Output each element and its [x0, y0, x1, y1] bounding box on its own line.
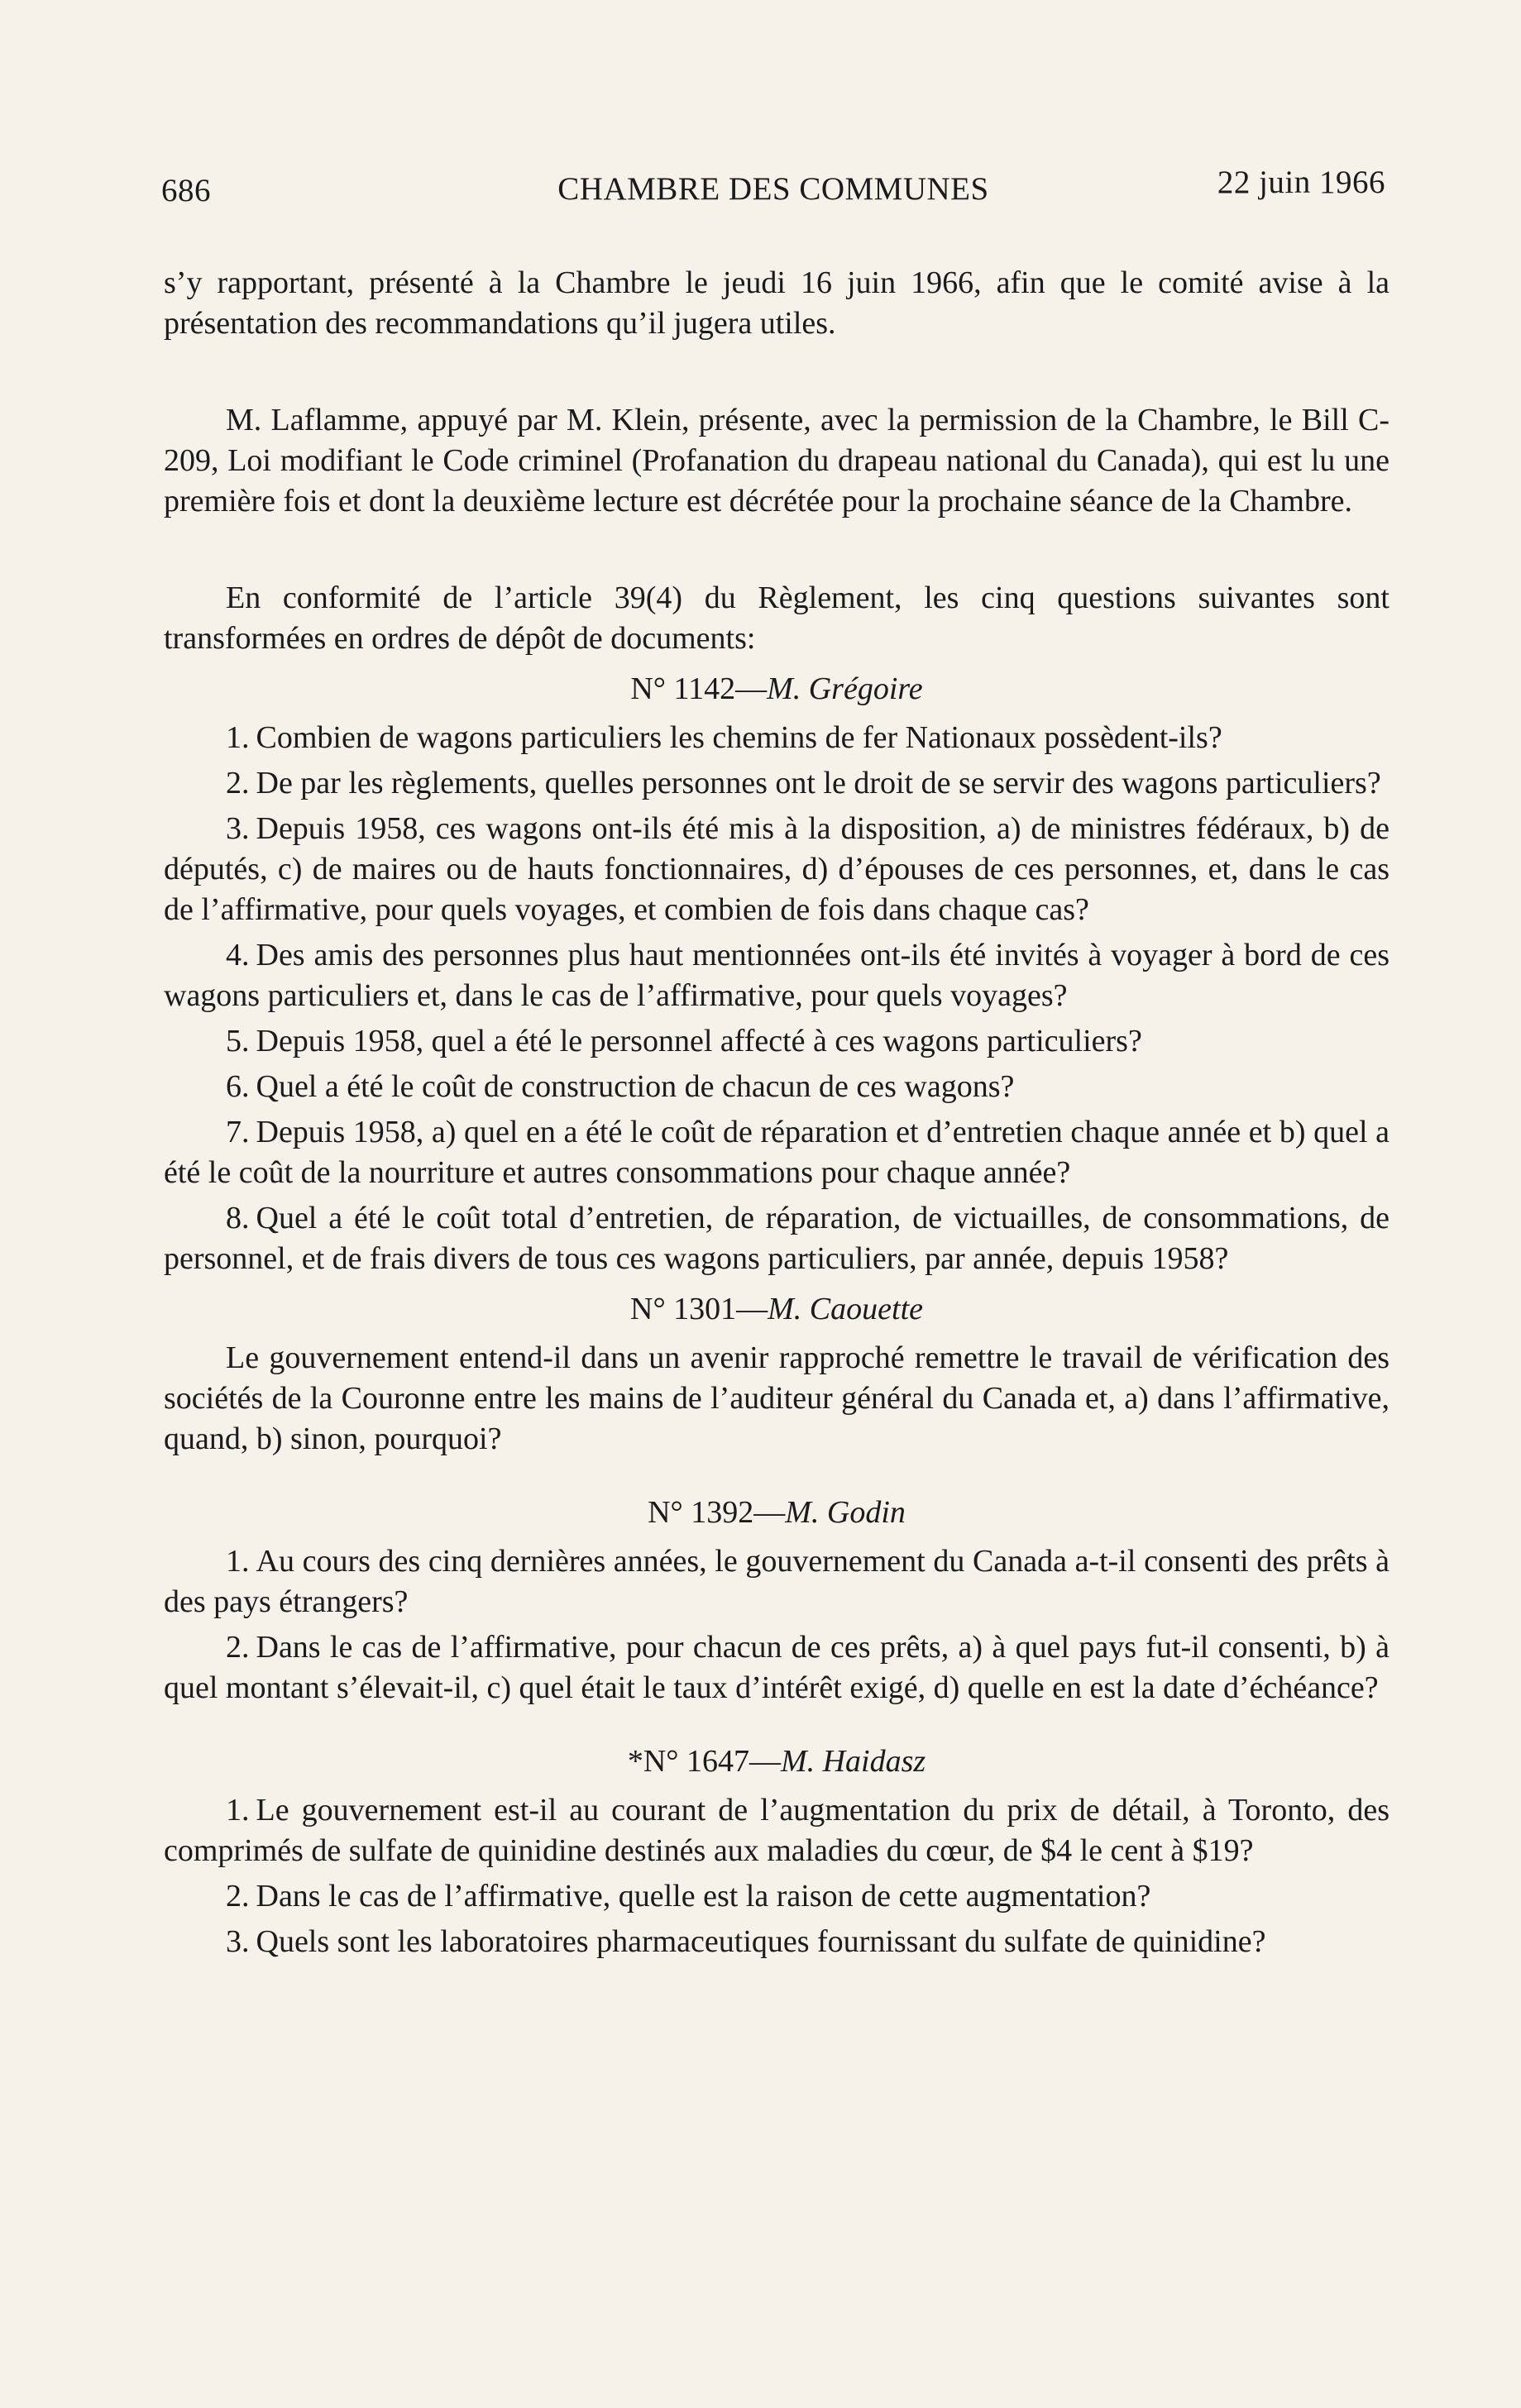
- item-text: Dans le cas de l’affirmative, quelle est la raison de cette augmentation?: [256, 1879, 1151, 1913]
- question-member: M. Godin: [785, 1495, 906, 1530]
- item-number: 5.: [226, 1024, 250, 1058]
- item-number: 1.: [226, 1793, 250, 1828]
- item-text: Depuis 1958, ces wagons ont-ils été mis à la disposition, a) de ministres fédéraux, b) de députés, c) de maires ou de hauts fonctionnaires, d) d’épouses de ces personnes, et, dans le cas de l’affirmative, pour quels voyages, et combien de fois dans chaque cas?: [164, 811, 1389, 927]
- question-text: Le gouvernement entend-il dans un avenir rapproché remettre le travail de vérification des sociétés de la Couronne entre les mains de l’auditeur général du Canada et, a) dans l’affirmative, quand, b) sinon, pourquoi?: [164, 1340, 1389, 1456]
- paragraph-questions-intro: En conformité de l’article 39(4) du Règlement, les cinq questions suivantes sont transformées en ordres de dépôt de documents:: [164, 580, 1389, 656]
- item-text: Quel a été le coût de construction de chacun de ces wagons?: [256, 1069, 1015, 1104]
- item-text: Le gouvernement est-il au courant de l’augmentation du prix de détail, à Toronto, des comprimés de sulfate de quinidine destinés aux maladies du cœur, de $4 le cent à $19?: [164, 1793, 1389, 1868]
- question-member: M. Caouette: [768, 1292, 923, 1326]
- item-number: 4.: [226, 938, 250, 972]
- item-text: Quels sont les laboratoires pharmaceutiques fournissant du sulfate de quinidine?: [256, 1924, 1266, 1959]
- item-text: Combien de wagons particuliers les chemins de fer Nationaux possèdent-ils?: [256, 720, 1222, 755]
- page-header: [161, 164, 1385, 213]
- question-item: [164, 1112, 1389, 1193]
- question-item: [164, 1541, 1389, 1622]
- question-item: [164, 1627, 1389, 1708]
- running-title: CHAMBRE DES COMMUNES: [557, 171, 989, 207]
- question-item: [164, 1790, 1389, 1871]
- question-item: [164, 935, 1389, 1016]
- question-item: [164, 1067, 1389, 1107]
- item-text: Des amis des personnes plus haut mentionnées ont-ils été invités à voyager à bord de ces wagons particuliers et, dans le cas de l’affirmative, pour quels voyages?: [164, 938, 1389, 1013]
- question-item: [164, 718, 1389, 758]
- question-heading-1142: [164, 669, 1389, 710]
- question-item: [164, 809, 1389, 930]
- question-heading-1301: [164, 1289, 1389, 1330]
- item-number: 3.: [226, 811, 250, 846]
- paragraph-continuation: s’y rapportant, présenté à la Chambre le jeudi 16 juin 1966, afin que le comité avise à la présentation des recommandations qu’il jugera utiles.: [164, 265, 1389, 341]
- question-number: N° 1392—: [648, 1495, 786, 1530]
- question-item: [164, 1922, 1389, 1962]
- item-text: Depuis 1958, a) quel en a été le coût de réparation et d’entretien chaque année et b) quel a été le coût de la nourriture et autres consommations pour chaque année?: [164, 1115, 1389, 1190]
- item-number: 6.: [226, 1069, 250, 1104]
- question-item: [164, 1876, 1389, 1917]
- page-body: [164, 263, 1389, 1962]
- item-text: Quel a été le coût total d’entretien, de réparation, de victuailles, de consommations, de personnel, et de frais divers de tous ces wagons particuliers, par année, depuis 1958?: [164, 1201, 1389, 1276]
- question-member: M. Haidasz: [780, 1744, 926, 1779]
- item-text: Dans le cas de l’affirmative, pour chacun de ces prêts, a) à quel pays fut-il consenti, b) à quel montant s’élevait-il, c) quel était le taux d’intérêt exigé, d) quelle en est la date d’échéance?: [164, 1630, 1389, 1705]
- item-text: De par les règlements, quelles personnes ont le droit de se servir des wagons particuliers?: [256, 766, 1381, 800]
- paragraph-bill-c209: M. Laflamme, appuyé par M. Klein, présente, avec la permission de la Chambre, le Bill C-209, Loi modifiant le Code criminel (Profanation du drapeau national du Canada), qui est lu une première fois et dont la deuxième lecture est décrétée pour la prochaine séance de la Chambre.: [164, 403, 1389, 518]
- question-item: [164, 763, 1389, 804]
- question-heading-1392: [164, 1493, 1389, 1533]
- question-number: *N° 1647—: [627, 1744, 781, 1779]
- page-number: 686: [161, 173, 211, 208]
- item-text: Au cours des cinq dernières années, le gouvernement du Canada a-t-il consenti des prêts à des pays étrangers?: [164, 1544, 1389, 1619]
- item-number: 7.: [226, 1115, 250, 1149]
- item-number: 1.: [226, 1544, 250, 1579]
- item-number: 2.: [226, 1630, 250, 1665]
- item-number: 2.: [226, 1879, 250, 1913]
- question-member: M. Grégoire: [767, 671, 923, 706]
- item-number: 2.: [226, 766, 250, 800]
- question-item: [164, 1198, 1389, 1279]
- question-number: N° 1301—: [630, 1292, 768, 1326]
- item-number: 3.: [226, 1924, 250, 1959]
- question-heading-1647: [164, 1742, 1389, 1782]
- question-item: [164, 1021, 1389, 1062]
- item-text: Depuis 1958, quel a été le personnel affecté à ces wagons particuliers?: [256, 1024, 1142, 1058]
- item-number: 8.: [226, 1201, 250, 1235]
- header-date: 22 juin 1966: [1217, 165, 1385, 200]
- item-number: 1.: [226, 720, 250, 755]
- question-number: N° 1142—: [630, 671, 768, 706]
